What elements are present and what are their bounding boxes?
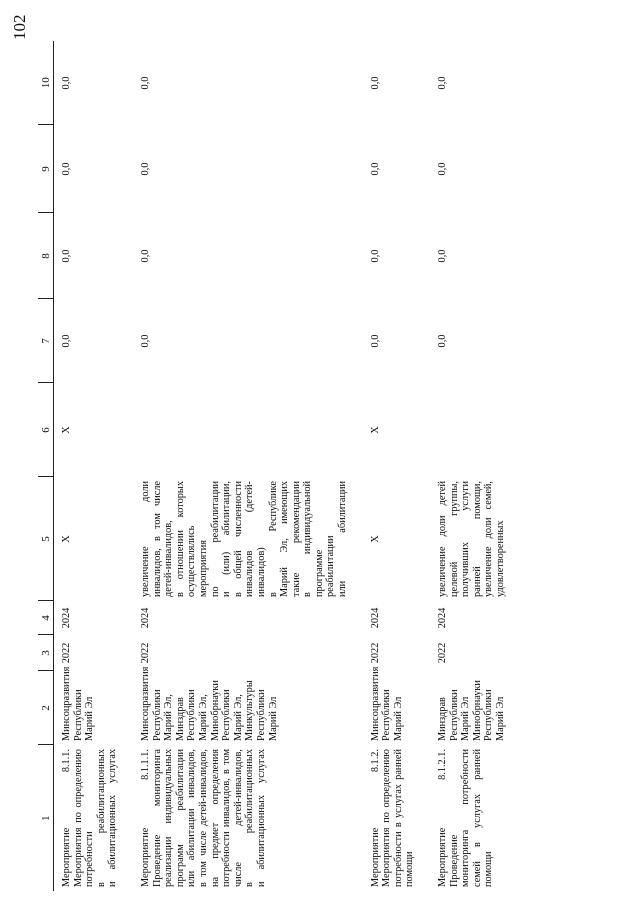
cell-text-line: Марий Эл (495, 696, 506, 741)
cell-text-line: или абилитации (337, 481, 349, 597)
column-header: 2 (38, 671, 54, 745)
cell-text-line: инвалидов) (255, 547, 267, 597)
cell-text-line: Республики (72, 689, 84, 741)
cell-text-line: в Республике (267, 481, 279, 597)
cell-text-line: реализации индивидуальных (163, 749, 175, 887)
cell-text-line: и (или) абилитации, (221, 481, 233, 597)
start-year-cell: 2022 (139, 642, 151, 664)
cell-text-line: семей в услугах ранней помощи (471, 749, 495, 887)
cell-text-line: Марий Эл, имеющих (279, 481, 291, 597)
executor-cell (363, 666, 430, 745)
cell-text-line: Проведение (448, 834, 460, 887)
indicator-cell (430, 477, 521, 601)
cell-text-line: Минкультуры (244, 680, 256, 741)
table-row (363, 41, 430, 891)
cell-col-7: 0,0 (369, 334, 381, 348)
cell-text-line: по реабилитации (209, 481, 221, 597)
cell-text-line: Республики (483, 689, 495, 741)
cell-col-8: 0,0 (369, 249, 381, 263)
cell-text-line: и абилитационных услугах (107, 749, 119, 887)
cell-col-10: 0,0 (437, 76, 449, 90)
cell-text-line: потребности (84, 831, 96, 887)
event-name-cell (133, 745, 363, 891)
executor-cell (430, 671, 521, 745)
cell-text-line: Минобрнауки (471, 680, 483, 741)
cell-text-line: в отношении которых (174, 481, 186, 597)
cell-text-line: мониторинга потребности (460, 749, 472, 887)
event-name-cell (430, 745, 521, 891)
cell-text-line: в общей численности (232, 481, 244, 597)
column-header: 7 (38, 299, 54, 383)
cell-text-line: увеличение доли семей, (483, 481, 495, 597)
cell-text-line: на предмет определения (209, 749, 221, 887)
indicator-cell (54, 477, 133, 601)
cell-text-line: инвалидов, в том числе (151, 481, 163, 597)
cell-col-10: 0,0 (369, 76, 381, 90)
cell-text-line: и абилитационных услугах (255, 749, 267, 887)
cell-col-10: 0,0 (61, 76, 72, 90)
cell-text-line: Мероприятия по определению (381, 749, 393, 887)
cell-text-line: детей-инвалидов, (163, 520, 175, 597)
cell-text-line: в индивидуальной (302, 481, 314, 597)
cell-text-line: Минобрнауки (209, 680, 221, 741)
column-header: 10 (38, 41, 54, 125)
event-name-cell (54, 745, 133, 891)
cell-text-line: потребности инвалидов, в том (221, 749, 233, 887)
cell-text-line: увеличение доли детей (437, 481, 449, 597)
cell-text-line: Марий Эл (267, 696, 279, 741)
cell-text-line: целевой группы, (448, 481, 460, 597)
cell-text-line: Республики (186, 689, 198, 741)
cell-text-line: X (369, 535, 381, 543)
indicator-cell (363, 477, 430, 601)
cell-text-line: ранней помощи, (471, 481, 483, 597)
table-row (430, 41, 521, 891)
cell-text-line: удовлетворенных (495, 520, 506, 597)
cell-col-9: 0,0 (61, 162, 72, 176)
event-name-cell (363, 745, 430, 891)
cell-text-line: получивших услуги (460, 481, 472, 597)
cell-text-line: инвалидов (детей- (244, 481, 256, 597)
column-header: 4 (38, 601, 54, 635)
end-year-cell: 2024 (437, 607, 449, 629)
table-row (54, 41, 133, 891)
cell-col-6 (430, 383, 521, 477)
cell-text-line: осуществлялись (186, 525, 198, 597)
cell-col-6: X (369, 426, 381, 434)
cell-text-line: Республики (381, 689, 393, 741)
cell-text-line: или абилитации инвалидов, (186, 749, 198, 887)
table-row (133, 41, 363, 891)
cell-text-line: Минздрав (437, 697, 449, 741)
cell-text-line: Минсоцразвития (61, 666, 72, 741)
cell-text-line: Мероприятие 8.1.1. (61, 749, 72, 887)
cell-text-line: Марий Эл, (232, 694, 244, 741)
cell-text-line: X (61, 535, 72, 543)
cell-col-8: 0,0 (139, 249, 151, 263)
cell-text-line: помощи (404, 851, 416, 887)
executor-cell (54, 666, 133, 745)
column-header: 8 (38, 213, 54, 299)
indicator-cell (133, 477, 363, 601)
end-year-cell: 2024 (139, 607, 151, 629)
cell-col-6 (133, 383, 363, 477)
start-year-cell: 2022 (369, 642, 381, 664)
cell-col-8: 0,0 (61, 249, 72, 263)
column-number-row (38, 41, 54, 891)
cell-text-line: мероприятия (197, 539, 209, 597)
cell-text-line: в том числе детей-инвалидов, (197, 749, 209, 887)
page-number: 102 (10, 14, 29, 40)
cell-text-line: потребности в услугах ранней (392, 749, 404, 887)
cell-text-line: Марий Эл (84, 696, 96, 741)
column-header: 5 (38, 477, 54, 601)
end-year-cell: 2024 (61, 607, 72, 629)
cell-text-line: Минсоцразвития (369, 666, 381, 741)
cell-text-line: Мероприятие 8.1.2.1. (437, 749, 449, 887)
cell-col-9: 0,0 (369, 162, 381, 176)
cell-text-line: Мероприятия по определению (72, 749, 84, 887)
cell-col-8: 0,0 (437, 249, 449, 263)
cell-text-line: Минсоцразвития (139, 666, 151, 741)
cell-col-9: 0,0 (139, 162, 151, 176)
cell-text-line: Марий Эл (460, 696, 472, 741)
executor-cell (133, 666, 363, 745)
measures-table (38, 41, 521, 891)
cell-col-10: 0,0 (139, 76, 151, 90)
column-header: 3 (38, 635, 54, 671)
cell-text-line: Мероприятие 8.1.2. (369, 749, 381, 887)
cell-text-line: реабилитации (325, 535, 337, 597)
table-body (54, 41, 521, 891)
column-header: 9 (38, 125, 54, 213)
cell-text-line: Республики (221, 689, 233, 741)
cell-text-line: увеличение доли (139, 481, 151, 597)
cell-text-line: в реабилитационных (95, 749, 107, 887)
cell-text-line: Республики (255, 689, 267, 741)
start-year-cell: 2022 (61, 642, 72, 664)
cell-text-line: Республики (151, 689, 163, 741)
column-header: 6 (38, 383, 54, 477)
cell-text-line: Марий Эл (392, 696, 404, 741)
cell-text-line: Марий Эл, (163, 694, 175, 741)
cell-col-7: 0,0 (437, 334, 449, 348)
cell-text-line: программе (313, 549, 325, 597)
column-header: 1 (38, 745, 54, 891)
cell-text-line: такие рекомендации (290, 481, 302, 597)
cell-text-line: Мероприятие 8.1.1.1. (139, 749, 151, 887)
cell-text-line: Марий Эл, (197, 694, 209, 741)
cell-text-line: Республики (448, 689, 460, 741)
cell-col-9: 0,0 (437, 162, 449, 176)
cell-text-line: в реабилитационных (244, 749, 256, 887)
cell-col-6: X (61, 426, 72, 434)
cell-col-7: 0,0 (139, 334, 151, 348)
end-year-cell: 2024 (369, 607, 381, 629)
cell-text-line: Проведение мониторинга (151, 749, 163, 887)
cell-col-7: 0,0 (61, 334, 72, 348)
start-year-cell: 2022 (437, 642, 449, 664)
cell-text-line: программ реабилитации (174, 749, 186, 887)
cell-text-line: Минздрав (174, 697, 186, 741)
cell-text-line: числе детей-инвалидов, (232, 749, 244, 887)
